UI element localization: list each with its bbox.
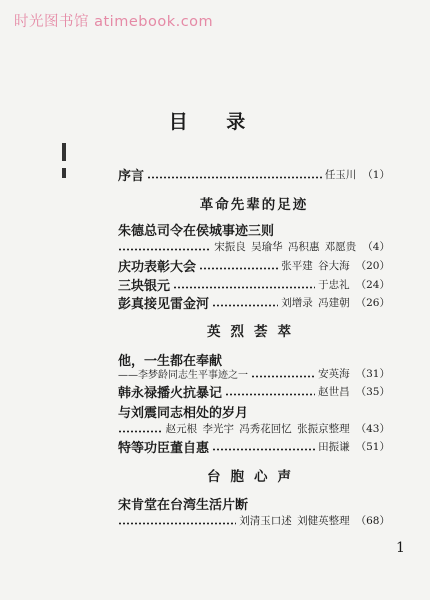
toc-entry-detail[interactable] xyxy=(118,420,390,437)
dot-leader xyxy=(173,286,315,289)
dot-leader xyxy=(147,176,322,179)
dot-leader xyxy=(251,375,315,378)
section-heading: 台胞心声 xyxy=(207,469,301,485)
entry-authors: 安英海 xyxy=(318,368,350,380)
entry-subtitle: ——李梦龄同志生平事迹之一 xyxy=(118,370,248,381)
entry-authors: 刘清玉口述 刘健英整理 xyxy=(239,515,350,527)
entry-title: 三块银元 xyxy=(118,279,171,294)
entry-title: 韩永禄播火抗暴记 xyxy=(118,386,223,401)
entry-authors: 刘增录 冯建朝 xyxy=(281,297,350,309)
entry-page: （26） xyxy=(355,297,390,309)
entry-page: （35） xyxy=(355,386,390,398)
toc-entry-detail[interactable] xyxy=(118,365,390,382)
page-number: 1 xyxy=(396,540,405,556)
toc-entry[interactable] xyxy=(118,257,390,274)
page-title: 目 录 xyxy=(168,111,262,133)
entry-title: 序言 xyxy=(118,169,145,184)
entry-page: （51） xyxy=(355,441,390,453)
toc-entry[interactable] xyxy=(118,276,390,293)
toc-entry[interactable] xyxy=(118,294,390,311)
entry-authors: 赵世昌 xyxy=(318,386,350,398)
toc-entry-detail[interactable] xyxy=(118,512,390,529)
dot-leader xyxy=(199,267,278,270)
toc-entry[interactable] xyxy=(118,438,390,455)
entry-title: 彭真接见雷金河 xyxy=(118,297,210,312)
entry-page: （43） xyxy=(355,423,390,435)
entry-page: （4） xyxy=(362,241,390,253)
entry-title: 庆功表彰大会 xyxy=(118,260,197,275)
dot-leader xyxy=(118,522,236,525)
toc-entry-detail[interactable] xyxy=(118,238,390,255)
entry-title[interactable]: 与刘震同志相处的岁月 xyxy=(118,406,249,421)
entry-title[interactable]: 宋肯堂在台湾生活片断 xyxy=(118,498,249,513)
toc-entry[interactable] xyxy=(118,383,390,400)
dot-leader xyxy=(118,430,163,433)
section-heading: 英烈荟萃 xyxy=(207,324,301,340)
entry-page: （24） xyxy=(355,279,390,291)
entry-title[interactable]: 朱德总司令在侯城事迹三则 xyxy=(118,224,275,239)
dot-leader xyxy=(225,393,315,396)
entry-page: （31） xyxy=(355,368,390,380)
watermark: 时光图书馆 atimebook.com xyxy=(14,14,214,30)
dot-leader xyxy=(118,248,211,251)
entry-title: 特等功臣董自惠 xyxy=(118,441,210,456)
dot-leader xyxy=(212,304,278,307)
entry-authors: 于忠礼 xyxy=(318,279,350,291)
entry-page: （20） xyxy=(355,260,390,272)
entry-authors: 任玉川 xyxy=(324,169,357,181)
entry-title[interactable]: 他，一生都在奉献 xyxy=(118,354,223,369)
entry-authors: 张平建 谷大海 xyxy=(281,260,350,272)
margin-mark xyxy=(62,168,66,178)
margin-mark xyxy=(62,143,66,161)
entry-authors: 宋振良 吴瑜华 冯积惠 邓愿贵 xyxy=(214,241,357,253)
section-heading: 革命先辈的足迹 xyxy=(199,197,309,213)
dot-leader xyxy=(212,448,315,451)
entry-page: （1） xyxy=(362,169,390,181)
entry-authors: 赵元根 李光宇 冯秀花回忆 张振京整理 xyxy=(165,423,350,435)
toc-entry-preface[interactable] xyxy=(118,166,390,183)
entry-page: （68） xyxy=(355,515,390,527)
entry-authors: 田振谦 xyxy=(318,441,350,453)
